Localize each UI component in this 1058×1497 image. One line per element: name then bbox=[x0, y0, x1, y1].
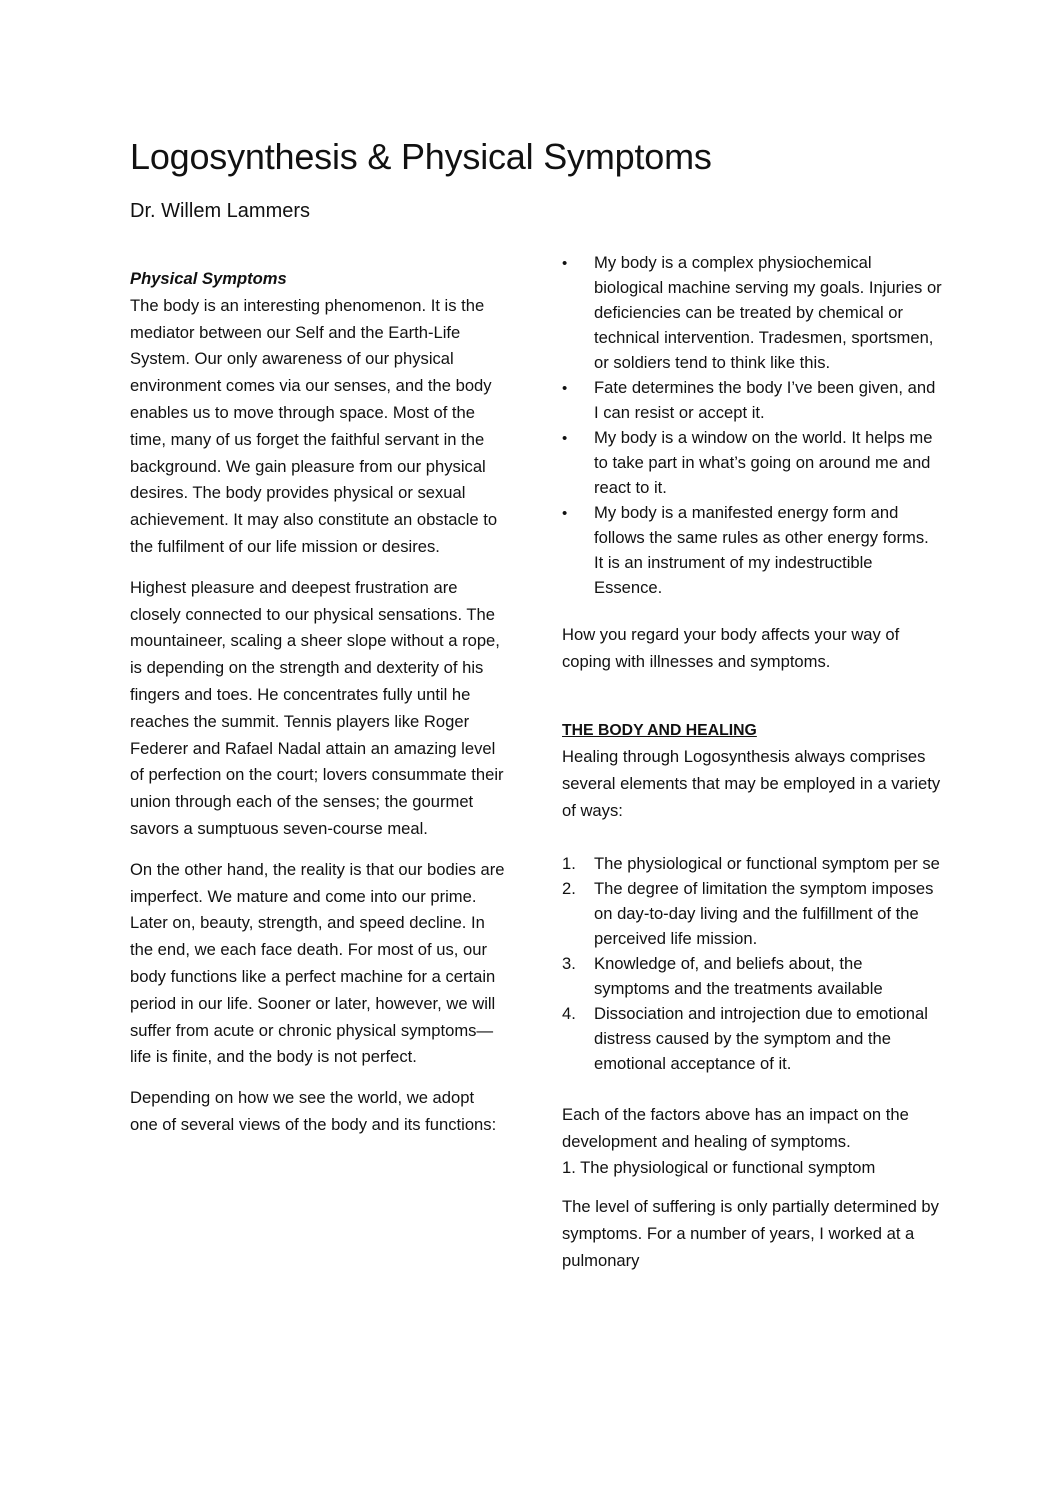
list-item bbox=[562, 500, 942, 600]
right-column bbox=[562, 250, 942, 1275]
list-number: 1. bbox=[562, 853, 576, 873]
paragraph: Depending on how we see the world, we adopt one of several views of the body and its functions: bbox=[130, 1088, 497, 1134]
list-number: 4. bbox=[562, 1003, 576, 1023]
list-item-text: Knowledge of, and beliefs about, the symptoms and the treatments available bbox=[594, 953, 883, 998]
paragraph: 1. The physiological or functional symptom bbox=[562, 1158, 876, 1178]
list-item-text: My body is a complex physiochemical biological machine serving my goals. Injuries or deficiencies can be treated by chemical or technical intervention. Tradesmen, sportsmen, or soldiers tend to think like this. bbox=[594, 253, 942, 372]
paragraph: How you regard your body affects your way of coping with illnesses and symptoms. bbox=[562, 625, 900, 671]
paragraph: On the other hand, the reality is that our bodies are imperfect. We mature and come into our prime. Later on, beauty, strength, and speed decline. In the end, we each face death. For most of us, our body functions like a perfect machine for a certain period in our life. Sooner or later, however, we will suffer from acute or chronic physical symptoms—life is finite, and the body is not perfect. bbox=[130, 859, 505, 1067]
list-item bbox=[562, 375, 942, 425]
list-item-text: The degree of limitation the symptom imposes on day-to-day living and the fulfillment of the perceived life mission. bbox=[594, 878, 934, 948]
paragraph: Healing through Logosynthesis always comprises several elements that may be employed in a variety of ways: bbox=[562, 747, 941, 820]
list-item bbox=[562, 876, 942, 951]
bullet-icon bbox=[562, 500, 594, 526]
list-item-text: Fate determines the body I’ve been given, and I can resist or accept it. bbox=[594, 378, 936, 422]
page-title: Logosynthesis & Physical Symptoms bbox=[130, 136, 712, 177]
paragraph: Highest pleasure and deepest frustration are closely connected to our physical sensations. The mountaineer, scaling a sheer slope without a rope, is depending on the strength and dexterity of his fingers and toes. He concentrates fully until he reaches the summit. Tennis players like Roger Federer and Rafael Nadal attain an amazing level of perfection on the court; lovers consummate their union through each of the senses; the gourmet savors a sumptuous seven-course meal. bbox=[130, 577, 504, 838]
list-number: 2. bbox=[562, 878, 576, 898]
section-heading-physical-symptoms: Physical Symptoms bbox=[130, 269, 287, 288]
bullet-icon bbox=[562, 250, 594, 276]
list-number: 3. bbox=[562, 953, 576, 973]
bullet-icon bbox=[562, 425, 594, 451]
paragraph: The body is an interesting phenomenon. It is the mediator between our Self and the Earth-Life System. Our only awareness of our physical environment comes via our senses, and the body enables us to move through space. Most of the time, many of us forget the faithful servant in the background. We gain pleasure from our physical desires. The body provides physical or sexual achievement. It may also constitute an obstacle to the fulfilment of our life mission or desires. bbox=[130, 295, 498, 556]
list-item bbox=[562, 250, 942, 375]
list-item-text: My body is a manifested energy form and follows the same rules as other energy forms. It is an instrument of my indestructible Essence. bbox=[594, 503, 929, 597]
list-item bbox=[562, 951, 942, 1001]
healing-elements-list bbox=[562, 851, 942, 1076]
section-heading-body-and-healing: THE BODY AND HEALING bbox=[562, 721, 757, 739]
body-views-list bbox=[562, 250, 942, 600]
list-item bbox=[562, 425, 942, 500]
bullet-icon bbox=[562, 375, 594, 401]
author-name: Dr. Willem Lammers bbox=[130, 200, 311, 222]
list-item bbox=[562, 851, 942, 876]
paragraph: The level of suffering is only partially determined by symptoms. For a number of years, I worked at a pulmonary bbox=[562, 1197, 939, 1270]
list-item bbox=[562, 1001, 942, 1076]
paragraph: Each of the factors above has an impact on the development and healing of symptoms. bbox=[562, 1104, 909, 1151]
list-item-text: The physiological or functional symptom per se bbox=[594, 853, 940, 873]
list-item-text: Dissociation and introjection due to emotional distress caused by the symptom and the emotional acceptance of it. bbox=[594, 1003, 928, 1073]
list-item-text: My body is a window on the world. It helps me to take part in what’s going on around me and react to it. bbox=[594, 428, 933, 497]
left-column bbox=[130, 266, 505, 1153]
